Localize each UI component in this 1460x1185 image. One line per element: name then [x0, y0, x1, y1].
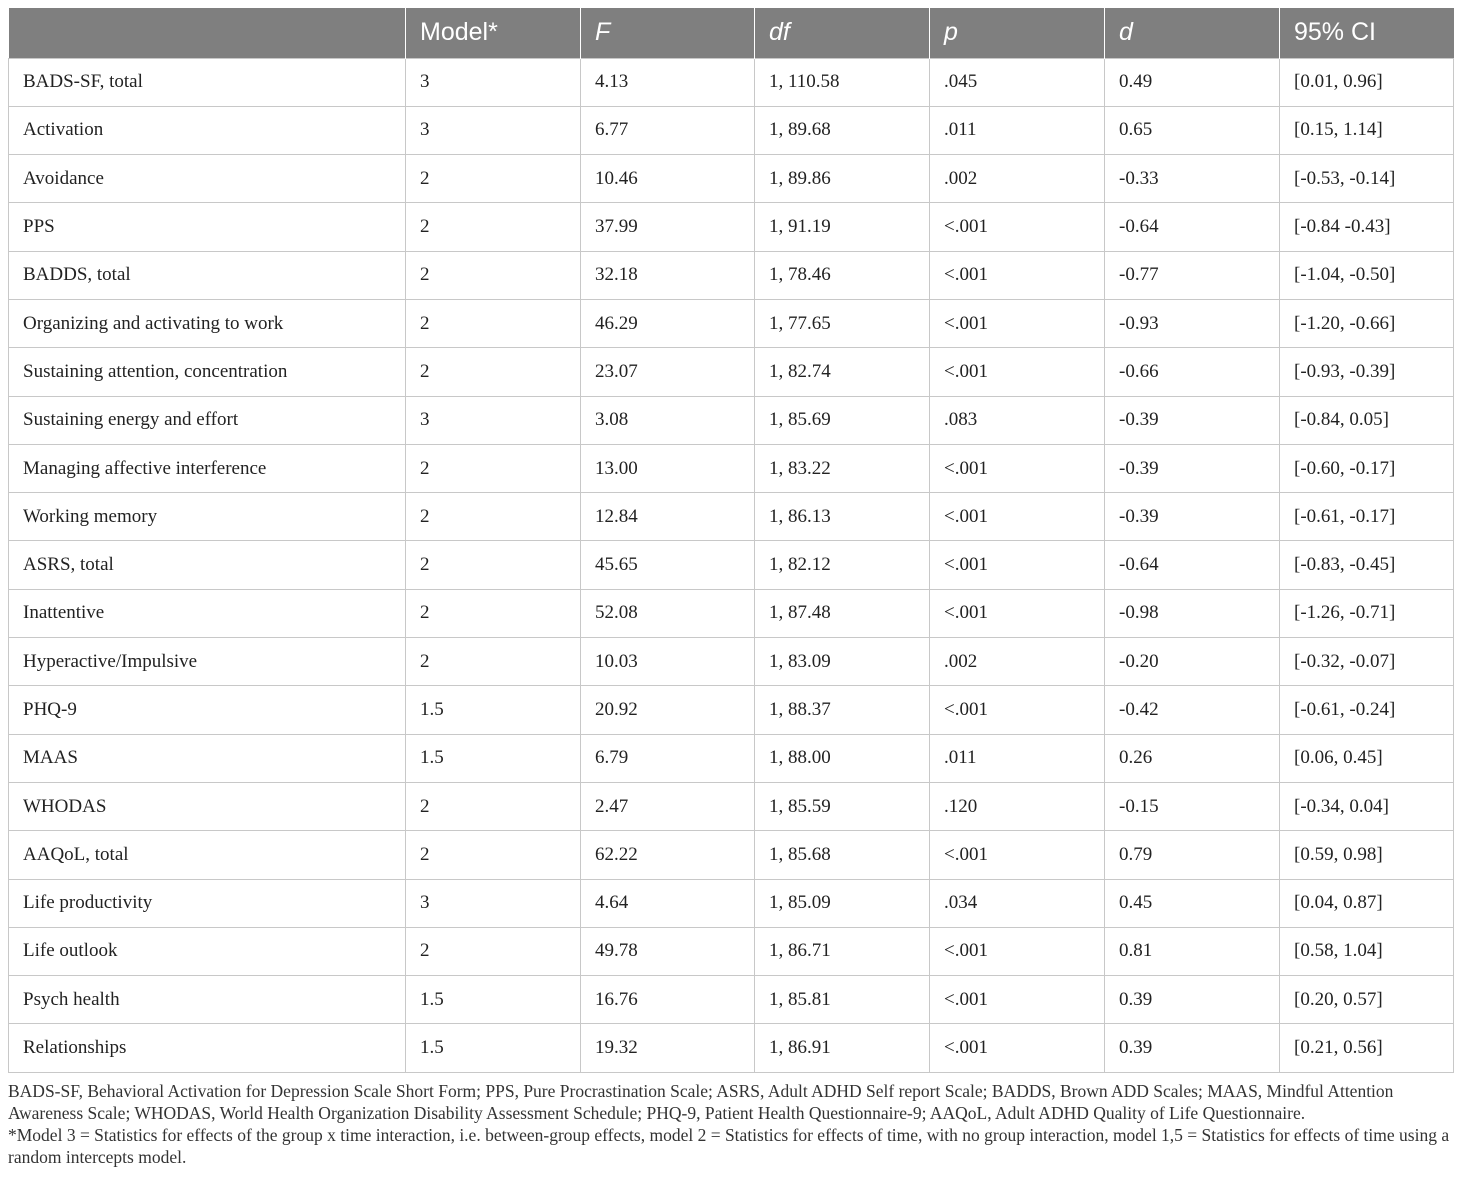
cell-measure: WHODAS — [9, 782, 406, 830]
table-row — [9, 686, 1454, 734]
cell-f: 3.08 — [581, 396, 755, 444]
cell-measure: BADS-SF, total — [9, 58, 406, 106]
table-body — [9, 58, 1454, 1072]
cell-measure: Hyperactive/Impulsive — [9, 638, 406, 686]
cell-f: 32.18 — [581, 251, 755, 299]
cell-d: 0.45 — [1105, 879, 1280, 927]
cell-f: 13.00 — [581, 444, 755, 492]
cell-d: 0.26 — [1105, 734, 1280, 782]
cell-model: 1.5 — [406, 1024, 581, 1072]
table-row — [9, 155, 1454, 203]
header-row — [9, 8, 1454, 58]
cell-f: 49.78 — [581, 927, 755, 975]
cell-df: 1, 85.81 — [755, 976, 930, 1024]
cell-measure: Inattentive — [9, 589, 406, 637]
cell-d: 0.49 — [1105, 58, 1280, 106]
cell-df: 1, 86.13 — [755, 493, 930, 541]
cell-ci: [-0.61, -0.17] — [1280, 493, 1454, 541]
cell-model: 2 — [406, 348, 581, 396]
cell-df: 1, 86.91 — [755, 1024, 930, 1072]
cell-p: <.001 — [930, 927, 1105, 975]
cell-d: 0.39 — [1105, 976, 1280, 1024]
cell-f: 4.64 — [581, 879, 755, 927]
cell-df: 1, 82.74 — [755, 348, 930, 396]
cell-f: 6.77 — [581, 106, 755, 154]
table-notes — [8, 1080, 1453, 1168]
cell-ci: [-0.53, -0.14] — [1280, 155, 1454, 203]
cell-model: 2 — [406, 589, 581, 637]
cell-ci: [-0.93, -0.39] — [1280, 348, 1454, 396]
cell-f: 16.76 — [581, 976, 755, 1024]
cell-d: 0.65 — [1105, 106, 1280, 154]
cell-d: -0.93 — [1105, 299, 1280, 347]
table-row — [9, 638, 1454, 686]
cell-ci: [-0.61, -0.24] — [1280, 686, 1454, 734]
cell-d: -0.39 — [1105, 444, 1280, 492]
cell-ci: [0.21, 0.56] — [1280, 1024, 1454, 1072]
cell-ci: [-0.32, -0.07] — [1280, 638, 1454, 686]
cell-ci: [0.59, 0.98] — [1280, 831, 1454, 879]
cell-model: 2 — [406, 251, 581, 299]
cell-measure: BADDS, total — [9, 251, 406, 299]
cell-measure: Sustaining attention, concentration — [9, 348, 406, 396]
cell-d: -0.39 — [1105, 396, 1280, 444]
table-header — [9, 8, 1454, 58]
cell-model: 1.5 — [406, 976, 581, 1024]
cell-f: 62.22 — [581, 831, 755, 879]
cell-df: 1, 88.00 — [755, 734, 930, 782]
table-row — [9, 396, 1454, 444]
cell-f: 52.08 — [581, 589, 755, 637]
cell-ci: [-0.84, 0.05] — [1280, 396, 1454, 444]
cell-measure: Activation — [9, 106, 406, 154]
cell-df: 1, 83.09 — [755, 638, 930, 686]
cell-d: -0.15 — [1105, 782, 1280, 830]
cell-model: 2 — [406, 927, 581, 975]
table-row — [9, 58, 1454, 106]
cell-model: 3 — [406, 58, 581, 106]
cell-p: <.001 — [930, 589, 1105, 637]
header-d: d — [1105, 8, 1280, 58]
table-row — [9, 299, 1454, 347]
cell-f: 10.03 — [581, 638, 755, 686]
cell-model: 2 — [406, 299, 581, 347]
cell-d: -0.66 — [1105, 348, 1280, 396]
table-row — [9, 831, 1454, 879]
cell-d: -0.20 — [1105, 638, 1280, 686]
cell-f: 46.29 — [581, 299, 755, 347]
results-table-container — [8, 8, 1453, 1073]
cell-d: -0.77 — [1105, 251, 1280, 299]
cell-measure: Avoidance — [9, 155, 406, 203]
abbreviations-note: BADS-SF, Behavioral Activation for Depression Scale Short Form; PPS, Pure Procrastination Scale; ASRS, Adult ADHD Self report Scale; BADDS, Brown ADD Scales; MAAS, Mindful Attention Awareness Scale; WHODAS, World Health Organization Disability Assessment Schedule; PHQ-9, Patient Health Questionnaire-9; AAQoL, Adult ADHD Quality of Life Questionnaire. — [8, 1081, 1394, 1123]
cell-p: <.001 — [930, 831, 1105, 879]
cell-d: -0.42 — [1105, 686, 1280, 734]
cell-p: .002 — [930, 638, 1105, 686]
cell-p: <.001 — [930, 976, 1105, 1024]
cell-measure: Working memory — [9, 493, 406, 541]
cell-f: 4.13 — [581, 58, 755, 106]
cell-p: .045 — [930, 58, 1105, 106]
table-row — [9, 879, 1454, 927]
header-p: p — [930, 8, 1105, 58]
cell-measure: PPS — [9, 203, 406, 251]
cell-df: 1, 110.58 — [755, 58, 930, 106]
cell-d: -0.64 — [1105, 203, 1280, 251]
table-row — [9, 106, 1454, 154]
table-row — [9, 444, 1454, 492]
cell-measure: Psych health — [9, 976, 406, 1024]
table-row — [9, 541, 1454, 589]
cell-df: 1, 85.09 — [755, 879, 930, 927]
cell-measure: Organizing and activating to work — [9, 299, 406, 347]
cell-d: -0.98 — [1105, 589, 1280, 637]
cell-model: 2 — [406, 541, 581, 589]
cell-measure: MAAS — [9, 734, 406, 782]
cell-p: <.001 — [930, 299, 1105, 347]
cell-df: 1, 83.22 — [755, 444, 930, 492]
cell-p: <.001 — [930, 444, 1105, 492]
cell-p: .011 — [930, 734, 1105, 782]
cell-d: -0.64 — [1105, 541, 1280, 589]
cell-ci: [-0.60, -0.17] — [1280, 444, 1454, 492]
cell-df: 1, 89.86 — [755, 155, 930, 203]
cell-d: 0.81 — [1105, 927, 1280, 975]
table-row — [9, 348, 1454, 396]
cell-measure: ASRS, total — [9, 541, 406, 589]
cell-measure: Relationships — [9, 1024, 406, 1072]
cell-measure: PHQ-9 — [9, 686, 406, 734]
cell-df: 1, 91.19 — [755, 203, 930, 251]
header-model: Model* — [406, 8, 581, 58]
table-row — [9, 927, 1454, 975]
cell-ci: [-0.34, 0.04] — [1280, 782, 1454, 830]
cell-f: 23.07 — [581, 348, 755, 396]
cell-p: <.001 — [930, 203, 1105, 251]
cell-df: 1, 86.71 — [755, 927, 930, 975]
cell-df: 1, 82.12 — [755, 541, 930, 589]
cell-ci: [-1.26, -0.71] — [1280, 589, 1454, 637]
cell-model: 2 — [406, 444, 581, 492]
results-table — [8, 8, 1454, 1073]
cell-model: 2 — [406, 155, 581, 203]
cell-df: 1, 88.37 — [755, 686, 930, 734]
model-footnote: *Model 3 = Statistics for effects of the group x time interaction, i.e. between-group effects, model 2 = Statistics for effects of time, with no group interaction, model 1,5 = Statistics for effects of time using a random intercepts model. — [8, 1125, 1450, 1167]
table-row — [9, 203, 1454, 251]
cell-p: .002 — [930, 155, 1105, 203]
cell-f: 37.99 — [581, 203, 755, 251]
cell-df: 1, 89.68 — [755, 106, 930, 154]
cell-model: 2 — [406, 493, 581, 541]
cell-p: <.001 — [930, 348, 1105, 396]
cell-f: 6.79 — [581, 734, 755, 782]
cell-ci: [-1.20, -0.66] — [1280, 299, 1454, 347]
cell-f: 20.92 — [581, 686, 755, 734]
cell-ci: [-1.04, -0.50] — [1280, 251, 1454, 299]
cell-model: 1.5 — [406, 686, 581, 734]
cell-df: 1, 78.46 — [755, 251, 930, 299]
cell-p: <.001 — [930, 541, 1105, 589]
cell-ci: [0.04, 0.87] — [1280, 879, 1454, 927]
cell-p: .083 — [930, 396, 1105, 444]
cell-ci: [0.15, 1.14] — [1280, 106, 1454, 154]
cell-model: 2 — [406, 638, 581, 686]
cell-p: <.001 — [930, 1024, 1105, 1072]
table-row — [9, 976, 1454, 1024]
cell-df: 1, 77.65 — [755, 299, 930, 347]
header-df: df — [755, 8, 930, 58]
cell-measure: Life productivity — [9, 879, 406, 927]
cell-d: 0.39 — [1105, 1024, 1280, 1072]
cell-measure: Managing affective interference — [9, 444, 406, 492]
table-row — [9, 734, 1454, 782]
cell-df: 1, 87.48 — [755, 589, 930, 637]
cell-d: 0.79 — [1105, 831, 1280, 879]
cell-ci: [-0.83, -0.45] — [1280, 541, 1454, 589]
cell-p: <.001 — [930, 251, 1105, 299]
cell-measure: AAQoL, total — [9, 831, 406, 879]
cell-model: 3 — [406, 106, 581, 154]
table-row — [9, 782, 1454, 830]
cell-f: 12.84 — [581, 493, 755, 541]
cell-model: 1.5 — [406, 734, 581, 782]
header-f: F — [581, 8, 755, 58]
cell-df: 1, 85.69 — [755, 396, 930, 444]
header-measure — [9, 8, 406, 58]
cell-d: -0.39 — [1105, 493, 1280, 541]
cell-measure: Life outlook — [9, 927, 406, 975]
cell-ci: [0.01, 0.96] — [1280, 58, 1454, 106]
cell-model: 2 — [406, 782, 581, 830]
cell-f: 45.65 — [581, 541, 755, 589]
cell-model: 3 — [406, 396, 581, 444]
cell-p: <.001 — [930, 686, 1105, 734]
cell-f: 2.47 — [581, 782, 755, 830]
table-row — [9, 493, 1454, 541]
cell-ci: [0.20, 0.57] — [1280, 976, 1454, 1024]
cell-model: 2 — [406, 831, 581, 879]
cell-ci: [0.58, 1.04] — [1280, 927, 1454, 975]
cell-df: 1, 85.59 — [755, 782, 930, 830]
cell-model: 2 — [406, 203, 581, 251]
cell-p: .034 — [930, 879, 1105, 927]
cell-p: <.001 — [930, 493, 1105, 541]
cell-ci: [0.06, 0.45] — [1280, 734, 1454, 782]
cell-model: 3 — [406, 879, 581, 927]
table-row — [9, 251, 1454, 299]
table-row — [9, 589, 1454, 637]
table-row — [9, 1024, 1454, 1072]
cell-ci: [-0.84 -0.43] — [1280, 203, 1454, 251]
cell-measure: Sustaining energy and effort — [9, 396, 406, 444]
cell-d: -0.33 — [1105, 155, 1280, 203]
cell-p: .011 — [930, 106, 1105, 154]
cell-f: 10.46 — [581, 155, 755, 203]
cell-f: 19.32 — [581, 1024, 755, 1072]
header-ci: 95% CI — [1280, 8, 1454, 58]
cell-df: 1, 85.68 — [755, 831, 930, 879]
cell-p: .120 — [930, 782, 1105, 830]
